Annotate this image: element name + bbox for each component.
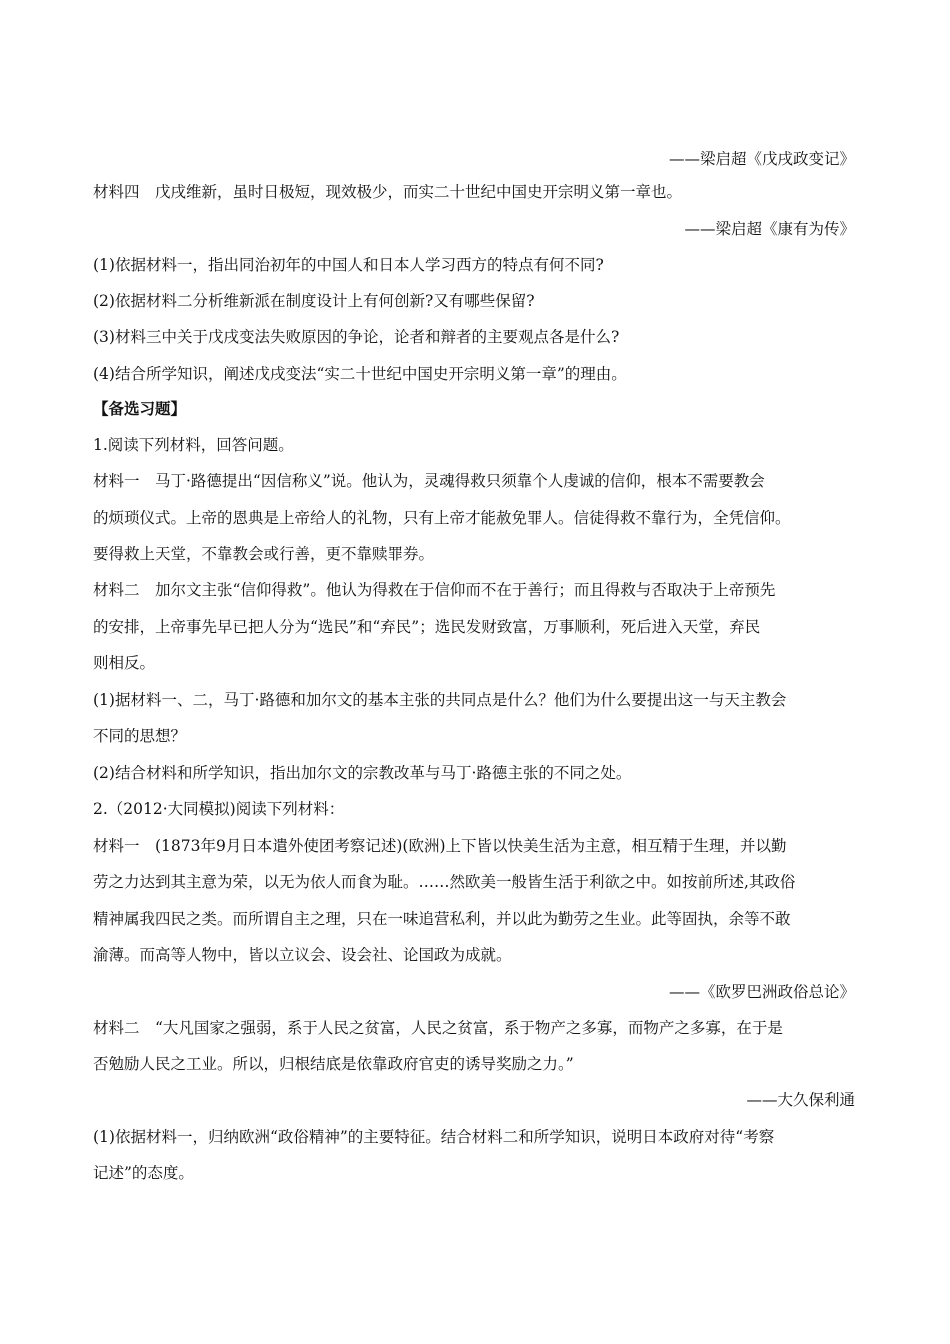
citation-line: ——梁启超《康有为传》 (684, 220, 855, 238)
text-line: 材料二 “大凡国家之强弱，系于人民之贫富，人民之贫富，系于物产之多寡，而物产之多寡，在于是 (93, 1019, 783, 1037)
text-line: 的烦琐仪式。上帝的恩典是上帝给人的礼物，只有上帝才能赦免罪人。信徒得救不靠行为，全凭信仰。 (93, 509, 791, 527)
text-line: 劳之力达到其主意为荣，以无为依人而食为耻。……然欧美一般皆生活于利欲之中。如按前所述,其政俗 (93, 873, 796, 891)
text-line: (2)依据材料二分析维新派在制度设计上有何创新?又有哪些保留? (93, 292, 535, 310)
text-line: 的安排，上帝事先早已把人分为“选民”和“弃民”；选民发财致富，万事顺利，死后进入天堂，弃民 (93, 618, 761, 636)
citation-line: ——大久保利通 (746, 1091, 855, 1109)
text-line: 材料二 加尔文主张“信仰得救”。他认为得救在于信仰而不在于善行；而且得救与否取决于上帝预先 (93, 581, 776, 599)
text-line: 不同的思想？ (93, 727, 187, 745)
text-line: 精神属我四民之类。而所谓自主之理，只在一味追营私利，并以此为勤劳之生业。此等固执，余等不敢 (93, 910, 791, 928)
text-line: 材料一 马丁·路德提出“因信称义”说。他认为，灵魂得救只须靠个人虔诚的信仰，根本不需要教会 (93, 472, 765, 490)
text-line: 材料四 戊戌维新，虽时日极短，现效极少，而实二十世纪中国史开宗明义第一章也。 (93, 183, 683, 201)
text-line: (2)结合材料和所学知识，指出加尔文的宗教改革与马丁·路德主张的不同之处。 (93, 764, 632, 782)
text-line: 1.阅读下列材料，回答问题。 (93, 436, 294, 454)
text-line: 则相反。 (93, 654, 156, 672)
text-line: 2.（2012·大同模拟)阅读下列材料： (93, 800, 345, 818)
text-line: 渝薄。而高等人物中，皆以立议会、设会社、论国政为成就。 (93, 946, 512, 964)
text-line: 否勉励人民之工业。所以，归根结底是依靠政府官吏的诱导奖励之力。” (93, 1055, 574, 1073)
text-line: (4)结合所学知识，阐述戊戌变法“实二十世纪中国史开宗明义第一章”的理由。 (93, 365, 627, 383)
citation-line: ——梁启超《戊戌政变记》 (668, 150, 855, 168)
text-line: (1)依据材料一，指出同治初年的中国人和日本人学习西方的特点有何不同? (93, 256, 604, 274)
text-line: 材料一 (1873年9月日本遣外使团考察记述)(欧洲)上下皆以快美生活为主意，相互精于生理，并以勤 (93, 837, 787, 855)
citation-line: ——《欧罗巴洲政俗总论》 (668, 983, 855, 1001)
text-line: 要得救上天堂，不靠教会或行善，更不靠赎罪券。 (93, 545, 435, 563)
text-line: (1)依据材料一，归纳欧洲“政俗精神”的主要特征。结合材料二和所学知识，说明日本政府对待“考察 (93, 1128, 775, 1146)
text-line: 记述”的态度。 (93, 1164, 194, 1182)
section-heading: 【备选习题】 (93, 399, 187, 418)
text-line: (1)据材料一、二，马丁·路德和加尔文的基本主张的共同点是什么？他们为什么要提出这一与天主教会 (93, 691, 787, 709)
text-line: (3)材料三中关于戊戌变法失败原因的争论，论者和辩者的主要观点各是什么? (93, 328, 620, 346)
